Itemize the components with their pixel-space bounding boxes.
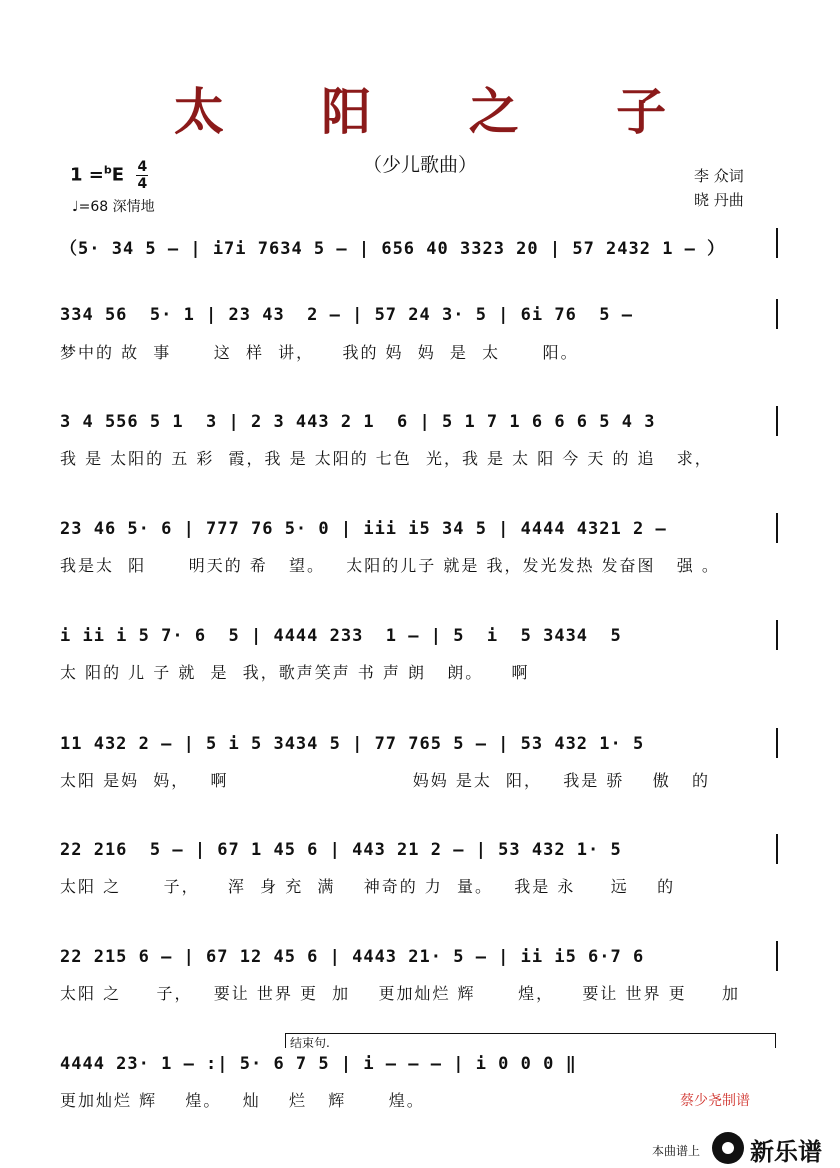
composer-credit: 晓 丹曲 <box>694 191 744 209</box>
song-subtitle: （少儿歌曲） <box>362 154 477 176</box>
score-line-6 <box>60 734 780 762</box>
lyric-line-9: 更加灿烂 辉 煌。 灿 烂 辉 煌。 <box>60 1091 425 1110</box>
lyric-line-2: 梦中的 故 事 这 样 讲， 我的 妈 妈 是 太 阳。 <box>60 343 579 362</box>
barline <box>776 620 778 650</box>
lyric-line-4: 我是太 阳 明天的 希 望。 太阳的儿子 就是 我，发光发热 发奋图 强 。 <box>60 556 720 575</box>
notes-line-1: （5· 34 5 — | i7i 7634 5 — | 656 40 3323 20 | 57 2432 1 — ） <box>60 239 726 259</box>
lyricist-credit: 李 众词 <box>694 167 744 185</box>
key-signature <box>70 160 148 191</box>
score-line-9 <box>60 1054 780 1082</box>
site-logo-text: 新乐谱 <box>750 1138 822 1166</box>
score-line-2 <box>60 305 780 333</box>
barline <box>776 941 778 971</box>
score-line-1 <box>60 234 780 262</box>
barline <box>776 299 778 329</box>
lyric-line-8: 太阳 之 子， 要让 世界 更 加 更加灿烂 辉 煌， 要让 世界 更 加 <box>60 984 741 1003</box>
notes-line-9: 4444 23· 1 — :| 5· 6 7 5 | i — — — | i 0 0 0 ‖ <box>60 1054 577 1074</box>
vinyl-record-icon <box>712 1132 744 1164</box>
score-line-5 <box>60 626 780 654</box>
lyric-line-6: 太阳 是妈 妈， 啊 妈妈 是太 阳， 我是 骄 傲 的 <box>60 771 710 790</box>
score-line-3 <box>60 412 780 440</box>
notes-line-2: 334 56 5· 1 | 23 43 2 — | 57 24 3· 5 | 6i 76 5 — <box>60 305 633 325</box>
time-signature <box>136 160 148 191</box>
key-prefix: 1 = <box>70 164 104 186</box>
score-line-7 <box>60 840 780 868</box>
ending-bracket: 结束句. <box>285 1033 776 1048</box>
barline <box>776 228 778 258</box>
lyric-line-5: 太 阳的 儿 子 就 是 我，歌声笑声 书 声 朗 朗。 啊 <box>60 663 530 682</box>
barline <box>776 728 778 758</box>
time-bottom: 4 <box>137 176 148 192</box>
barline <box>776 513 778 543</box>
notes-line-4: 23 46 5· 6 | 777 76 5· 0 | iii i5 34 5 | 4444 4321 2 — <box>60 519 667 539</box>
barline <box>776 406 778 436</box>
notes-line-6: 11 432 2 — | 5 i 5 3434 5 | 77 765 5 — | 53 432 1· 5 <box>60 734 645 754</box>
notes-line-8: 22 215 6 — | 67 12 45 6 | 4443 21· 5 — | ii i5 6·7 6 <box>60 947 645 967</box>
notes-line-5: i ii i 5 7· 6 5 | 4444 233 1 — | 5 i 5 3434 5 <box>60 626 622 646</box>
credits <box>694 164 744 212</box>
key-note: E <box>111 164 125 186</box>
song-title: 太 阳 之 子 <box>173 83 707 141</box>
lyric-line-7: 太阳 之 子， 浑 身 充 满 神奇的 力 量。 我是 永 远 的 <box>60 877 676 896</box>
key-flat: b <box>103 163 112 177</box>
barline <box>776 834 778 864</box>
lyric-line-3: 我 是 太阳的 五 彩 霞，我 是 太阳的 七色 光，我 是 太 阳 今 天 的 追 求， <box>60 449 713 468</box>
notes-line-7: 22 216 5 — | 67 1 45 6 | 443 21 2 — | 53 432 1· 5 <box>60 840 622 860</box>
score-line-4 <box>60 519 780 547</box>
arranger-credit: 蔡少尧制谱 <box>680 1093 750 1109</box>
notes-line-3: 3 4 556 5 1 3 | 2 3 443 2 1 6 | 5 1 7 1 6 6 6 5 4 3 <box>60 412 656 432</box>
score-line-8 <box>60 947 780 975</box>
footer-note: 本曲谱上 <box>652 1144 701 1158</box>
tempo-marking: ♩=68 深情地 <box>72 199 155 215</box>
time-top: 4 <box>137 159 148 175</box>
